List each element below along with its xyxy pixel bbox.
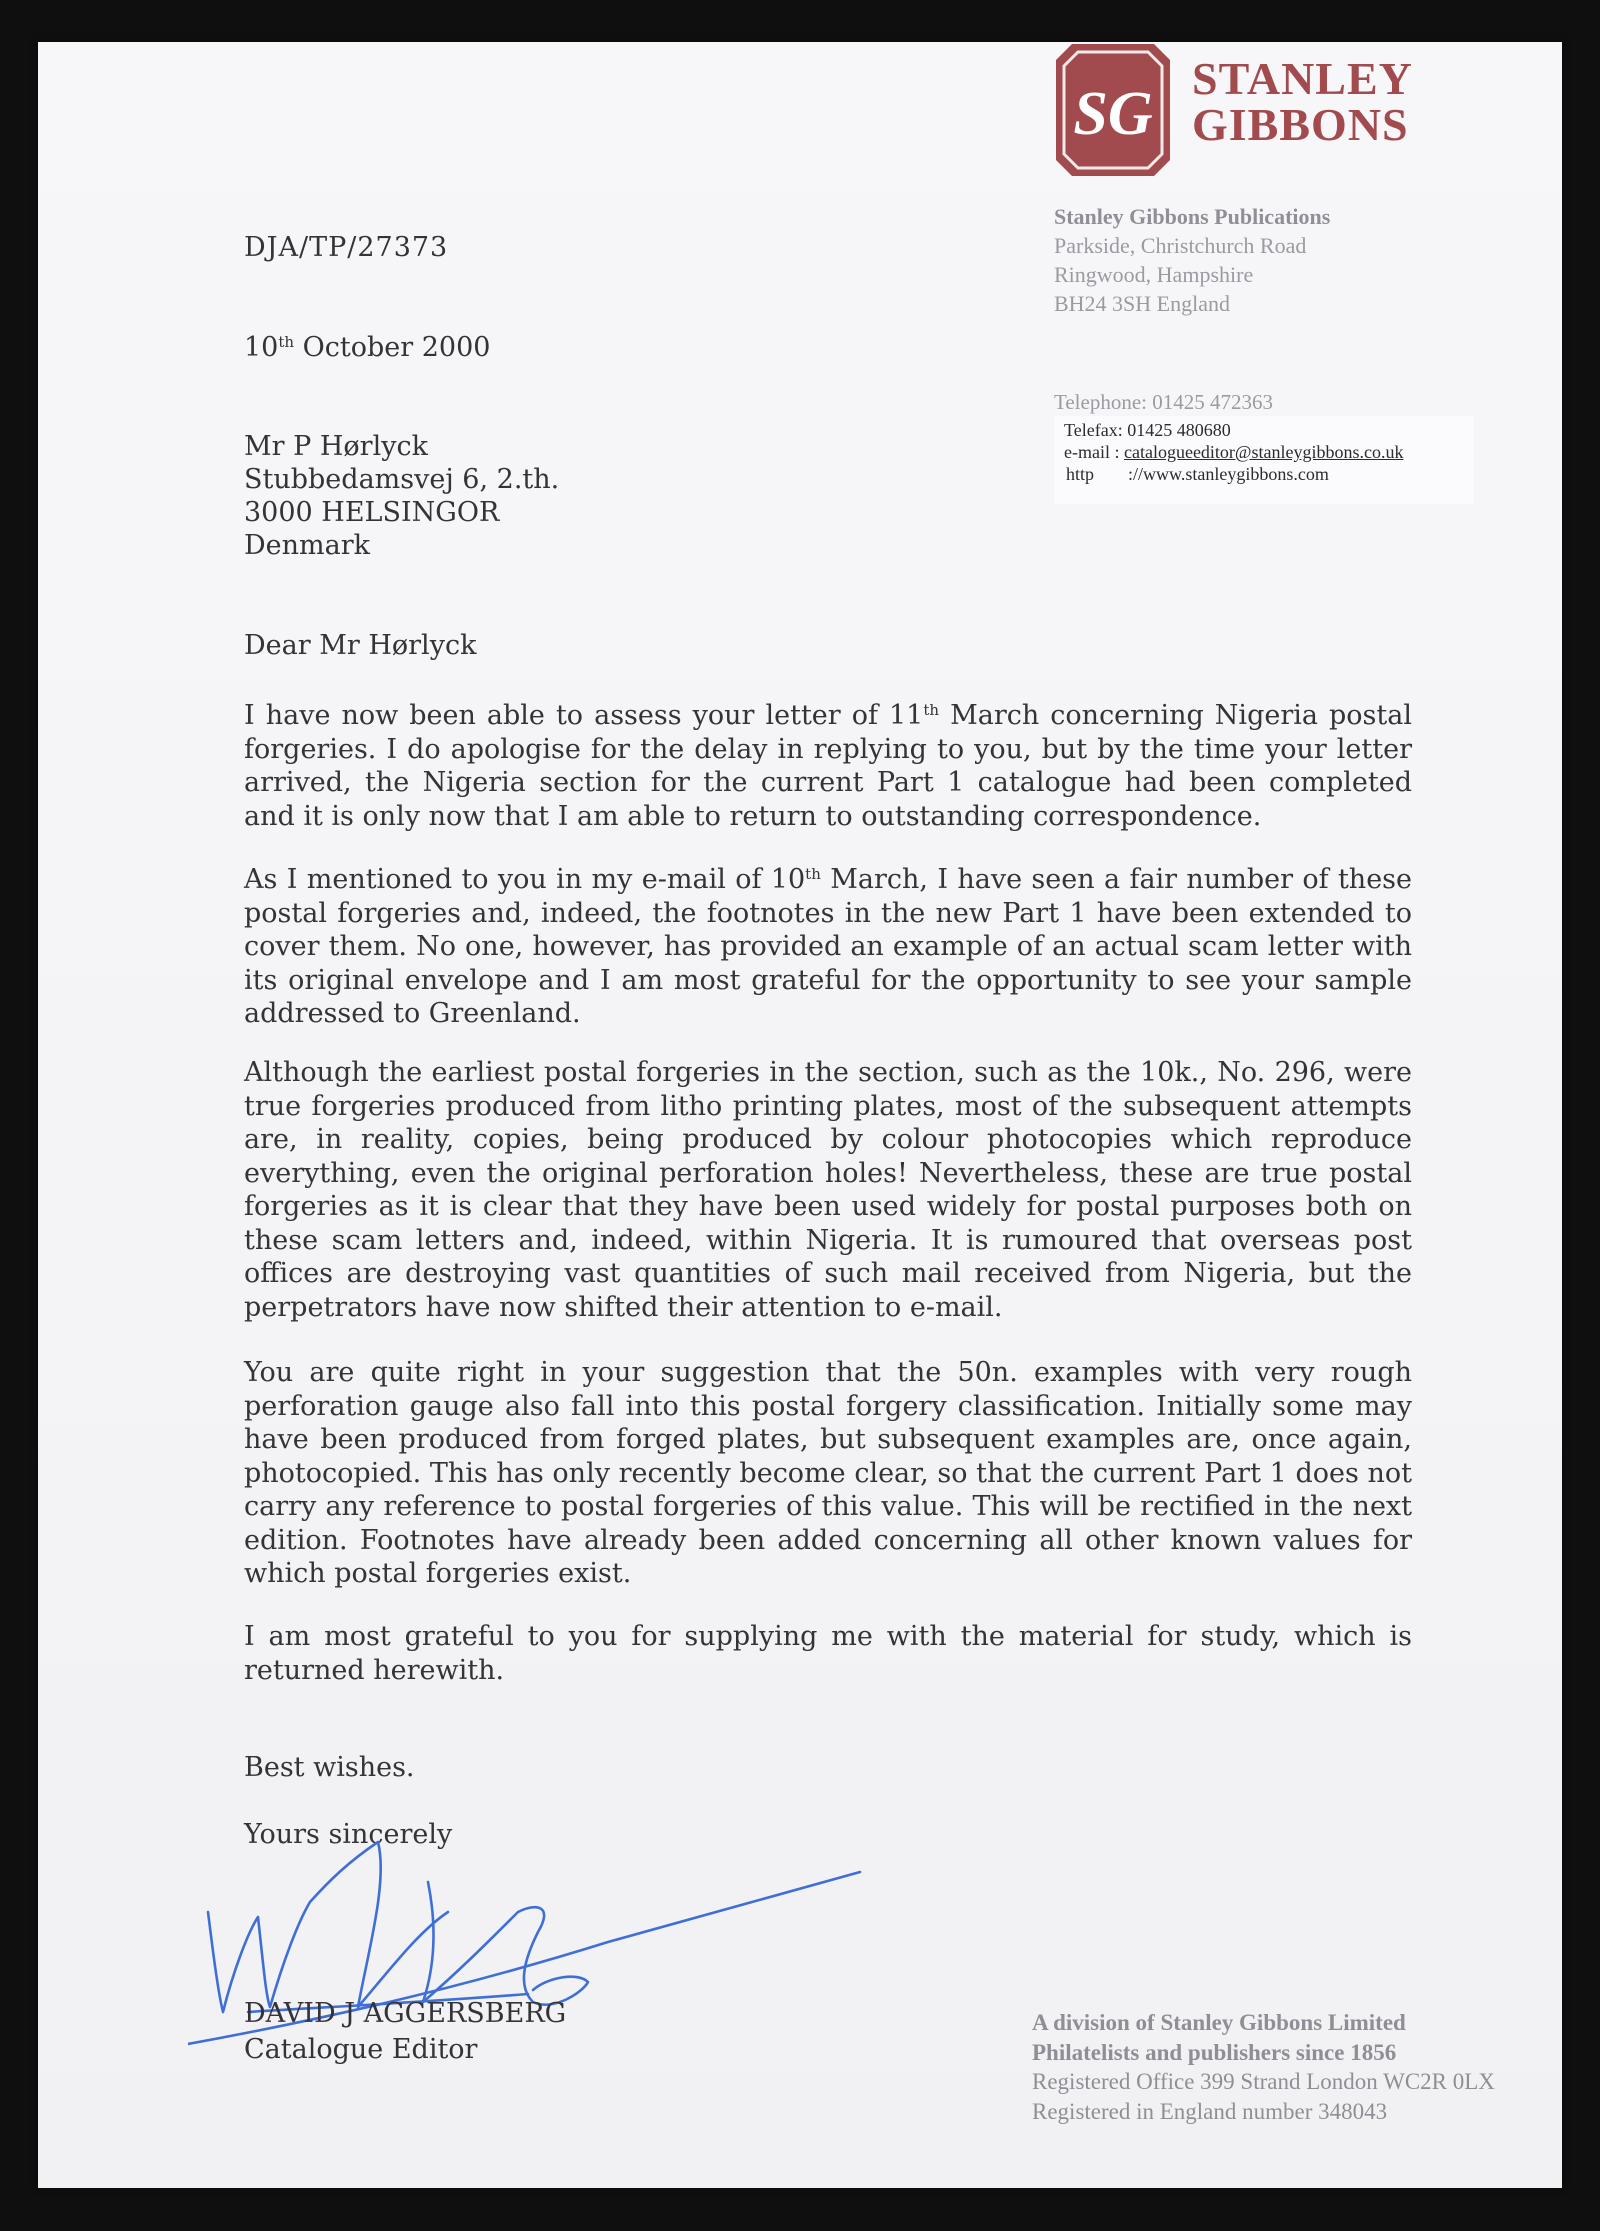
address-line: BH24 3SH England: [1054, 291, 1230, 316]
salutation: Dear Mr Hørlyck: [244, 630, 477, 661]
closing-sincerely: Yours sincerely: [244, 1819, 453, 1850]
date-day: 10: [244, 332, 279, 363]
closing-wishes: Best wishes.: [244, 1752, 415, 1783]
letter-date: [244, 332, 490, 363]
telephone: Telephone: 01425 472363: [1054, 390, 1273, 414]
ordinal-suffix: th: [805, 865, 821, 883]
body-paragraph: I am most grateful to you for supplying me with the material for study, which is returned herewith.: [244, 1621, 1412, 1686]
paragraph-text: March, I have seen a fair number of these postal forgeries and, indeed, the footnotes in the new Part 1 have been extended to cover them. No one, however, has provided an example of an actual scam letter with its original envelope and I am most grateful for the opportunity to see your sample addressed to Greenland.: [244, 864, 1413, 1029]
recipient-line: Stubbedamsvej 6, 2.th.: [244, 464, 560, 495]
letter-page: [38, 42, 1562, 2188]
date-rest: October 2000: [294, 332, 491, 363]
footer-line: A division of Stanley Gibbons Limited: [1032, 2010, 1406, 2035]
footer-line: Registered in England number 348043: [1032, 2098, 1388, 2124]
company-footer: [1032, 2008, 1495, 2126]
address-line: Ringwood, Hampshire: [1054, 262, 1254, 287]
stanley-gibbons-logo: [1054, 42, 1413, 182]
body-paragraph: You are quite right in your suggestion that the 50n. examples with very rough perforation gauge also fall into this postal forgery classification. Initially some may have been produced from forged plates, but subsequent examples are, once again, photocopied. This has only recently become clear, so that the current Part 1 does not carry any reference to postal forgeries of this value. This will be rectified in the next edition. Footnotes have already been added concerning all other known values for which postal forgeries exist.: [244, 1357, 1412, 1589]
body-paragraph: Although the earliest postal forgeries in the section, such as the 10k., No. 296, were true forgeries produced from litho printing plates, most of the subsequent attempts are, in reality, copies, being produced by colour photocopies which reproduce everything, even the original perforation holes! Nevertheless, these are true postal forgeries as it is clear that they have been used widely for postal purposes both on these scam letters and, indeed, within Nigeria. It is rumoured that overseas post offices are destroying vast quantities of such mail received from Nigeria, but the perpetrators have now shifted their attention to e-mail.: [244, 1057, 1412, 1323]
ordinal-suffix: th: [923, 701, 940, 719]
body-paragraph: [244, 694, 1412, 833]
recipient-line: 3000 HELSINGOR: [244, 497, 500, 528]
paragraph-text: I have now been able to assess your letter of 11: [244, 700, 924, 731]
recipient-address: [244, 430, 559, 562]
email-address: catalogueeditor@stanleygibbons.co.uk: [1123, 442, 1404, 462]
website-address: ://www.stanleygibbons.com: [1128, 464, 1329, 484]
letterhead-address: [1054, 202, 1330, 318]
reference-number: DJA/TP/27373: [244, 232, 449, 263]
http-label: http: [1066, 464, 1095, 484]
svg-text:SG: SG: [1073, 80, 1153, 148]
brand-name-line1: STANLEY: [1192, 53, 1413, 104]
footer-line: Philatelists and publishers since 1856: [1032, 2039, 1397, 2065]
sg-monogram-emblem: [1054, 42, 1172, 178]
paragraph-text: March concerning Nigeria postal forgeries. I do apologise for the delay in replying to you, but by the time your letter arrived, the Nigeria section for the current Part 1 catalogue had been completed and it is only now that I am able to return to outstanding correspondence.: [244, 700, 1412, 832]
signer-name: DAVID J AGGERSBERG: [244, 1998, 567, 2029]
date-suffix: th: [278, 333, 295, 351]
recipient-line: Denmark: [244, 530, 370, 561]
address-line: Parkside, Christchurch Road: [1054, 233, 1307, 258]
recipient-line: Mr P Hørlyck: [244, 431, 428, 462]
telefax: Telefax: 01425 480680: [1064, 420, 1231, 440]
body-paragraph: [244, 858, 1412, 1031]
signer-title: Catalogue Editor: [244, 2034, 478, 2065]
brand-name-line2: GIBBONS: [1192, 99, 1409, 150]
signer-block: [244, 1996, 566, 2068]
footer-line: Registered Office 399 Strand London WC2R 0LX: [1032, 2069, 1495, 2094]
paragraph-text: As I mentioned to you in my e-mail of 10: [244, 864, 806, 895]
email-line: [1064, 442, 1404, 463]
contact-label: [1054, 416, 1474, 504]
office-name: Stanley Gibbons Publications: [1054, 204, 1331, 229]
email-label: e-mail :: [1064, 442, 1124, 462]
website-line: [1066, 464, 1329, 485]
